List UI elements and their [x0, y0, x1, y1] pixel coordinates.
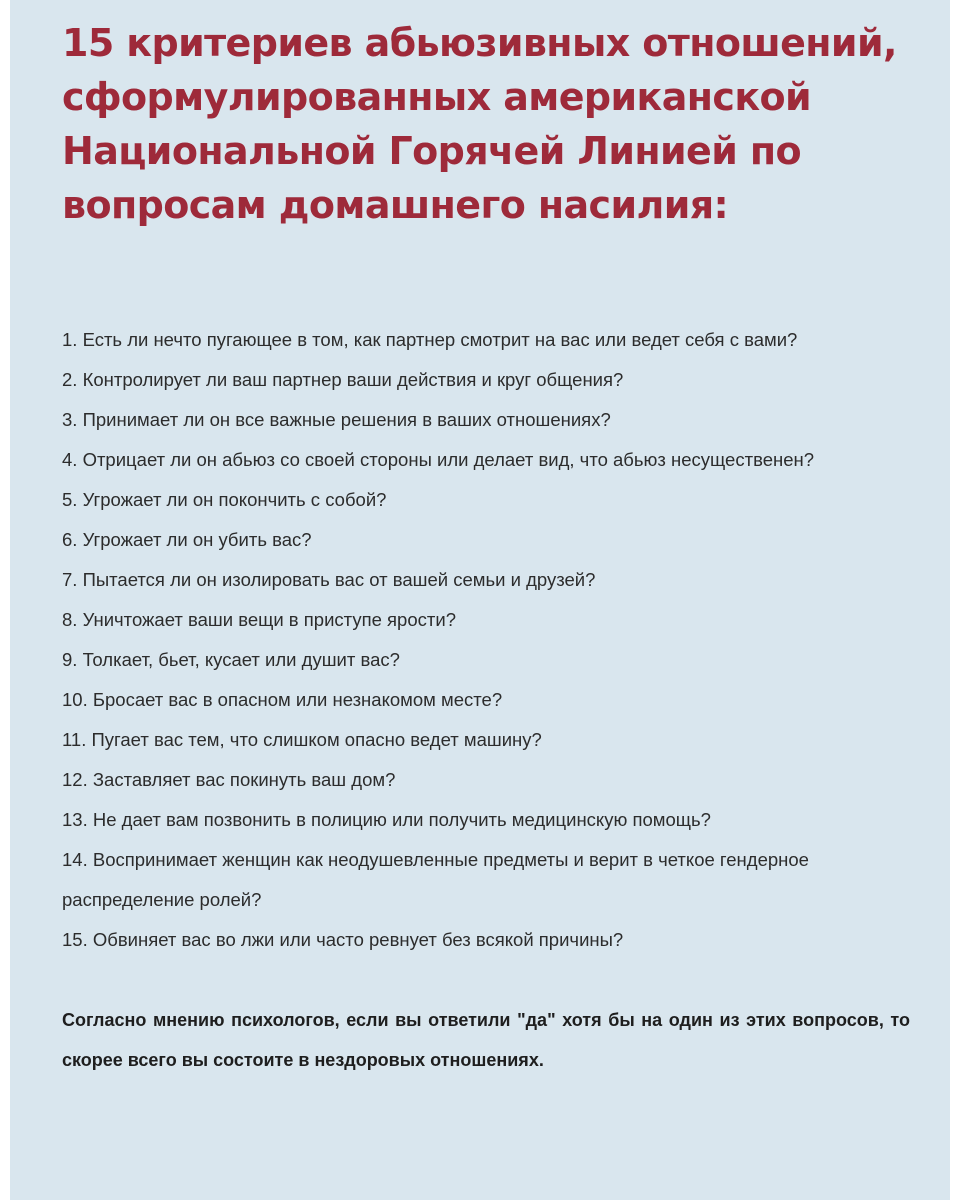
- list-item: 10. Бросает вас в опасном или незнакомом месте?: [62, 689, 503, 710]
- list-item: 9. Толкает, бьет, кусает или душит вас?: [62, 649, 400, 670]
- list-item: 12. Заставляет вас покинуть ваш дом?: [62, 769, 396, 790]
- list-item: 7. Пытается ли он изолировать вас от вашей семьи и друзей?: [62, 569, 596, 590]
- article-card: [10, 0, 950, 1200]
- list-item: 14. Воспринимает женщин как неодушевленные предметы и верит в четкое гендерное распределение ролей?: [62, 849, 809, 910]
- criteria-list: [62, 320, 910, 960]
- list-item: 3. Принимает ли он все важные решения в ваших отношениях?: [62, 409, 611, 430]
- list-item: 13. Не дает вам позвонить в полицию или получить медицинскую помощь?: [62, 809, 711, 830]
- list-item: 5. Угрожает ли он покончить с собой?: [62, 489, 387, 510]
- list-item: 6. Угрожает ли он убить вас?: [62, 529, 312, 550]
- page-title: 15 критериев абьюзивных отношений, сформулированных американской Национальной Горячей Линией по вопросам домашнего насилия:: [62, 21, 897, 227]
- list-item: 11. Пугает вас тем, что слишком опасно ведет машину?: [62, 729, 542, 750]
- list-item: 8. Уничтожает ваши вещи в приступе ярости?: [62, 609, 456, 630]
- list-item: 4. Отрицает ли он абьюз со своей стороны или делает вид, что абьюз несущественен?: [62, 449, 814, 470]
- conclusion-text: Согласно мнению психологов, если вы ответили "да" хотя бы на один из этих вопросов, то скорее всего вы состоите в нездоровых отношениях.: [62, 1010, 910, 1070]
- list-item: 1. Есть ли нечто пугающее в том, как партнер смотрит на вас или ведет себя с вами?: [62, 329, 798, 350]
- list-item: 15. Обвиняет вас во лжи или часто ревнует без всякой причины?: [62, 929, 624, 950]
- list-item: 2. Контролирует ли ваш партнер ваши действия и круг общения?: [62, 369, 624, 390]
